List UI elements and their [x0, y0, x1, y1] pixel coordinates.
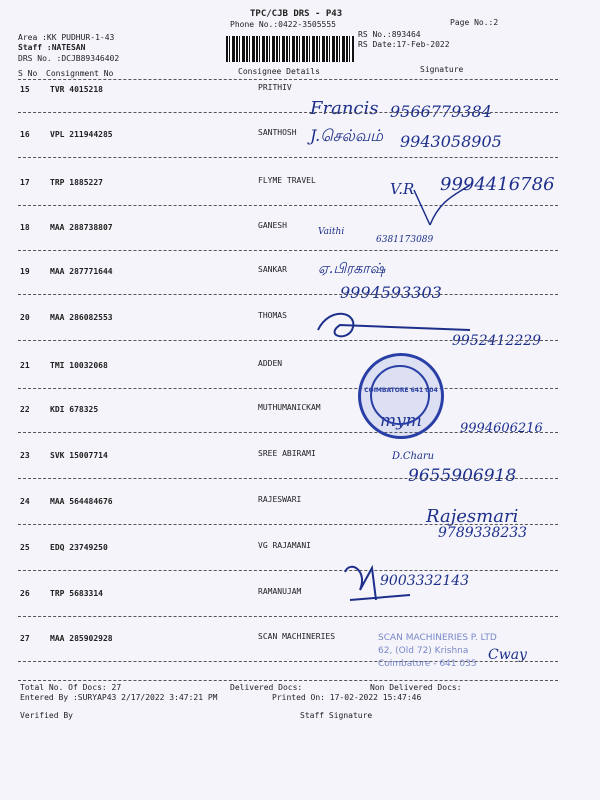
- row-phone-handwritten: 9003332143: [380, 573, 470, 589]
- row-signature: Rajesmari: [426, 506, 519, 527]
- row-sno: 27: [20, 634, 30, 643]
- row-signature: D.Charu: [392, 451, 435, 462]
- row-consignment-no: KDI 678325: [50, 405, 99, 414]
- row-phone-handwritten: 9952412229: [452, 333, 542, 349]
- row-sno: 24: [20, 497, 30, 506]
- staff-label: Staff :NATESAN: [18, 43, 86, 52]
- row-sno: 16: [20, 130, 30, 139]
- row-consignment-no: MAA 285902928: [50, 634, 113, 643]
- rs-date: RS Date:17-Feb-2022: [358, 40, 450, 49]
- row-consignee-name: THOMAS: [258, 311, 287, 320]
- row-consignment-no: TMI 10032068: [50, 361, 108, 370]
- row-sno: 21: [20, 361, 30, 370]
- row-consignee-name: VG RAJAMANI: [258, 541, 311, 550]
- row-phone-handwritten: 9566779384: [390, 102, 492, 121]
- row-consignee-name: RAMANUJAM: [258, 587, 302, 596]
- page-number: Page No.:2: [450, 18, 499, 27]
- rs-number: RS No.:893464: [358, 30, 421, 39]
- row-sno: 17: [20, 178, 30, 187]
- row-signature: Vaithi: [318, 227, 345, 237]
- row-consignee-name: FLYME TRAVEL: [258, 176, 316, 185]
- row-signature: ஏ.பிரகாஷ்: [318, 261, 386, 277]
- row-consignment-no: EDQ 23749250: [50, 543, 108, 552]
- row-consignee-name: ADDEN: [258, 359, 283, 368]
- document-title: TPC/CJB DRS - P43: [250, 9, 343, 19]
- col-consignment: Consignment No: [46, 69, 114, 78]
- company-stamp-line2: 62, (Old 72) Krishna: [378, 646, 469, 656]
- row-consignee-name: SCAN MACHINERIES: [258, 632, 336, 641]
- row-sno: 26: [20, 589, 30, 598]
- row-phone-handwritten: 9655906918: [408, 466, 517, 486]
- col-consignee: Consignee Details: [238, 67, 320, 76]
- non-delivered-docs: Non Delivered Docs:: [370, 683, 462, 692]
- company-stamp-line1: SCAN MACHINERIES P. LTD: [378, 633, 497, 643]
- row-consignee-name: RAJESWARI: [258, 495, 302, 504]
- phone-number: Phone No.:0422-3505555: [230, 20, 336, 29]
- row-consignee-name: SREE ABIRAMI: [258, 449, 316, 458]
- row-sno: 25: [20, 543, 30, 552]
- row-phone-handwritten: 9994416786: [440, 174, 555, 195]
- row-sno: 22: [20, 405, 30, 414]
- row-phone-handwritten: 6381173089: [376, 235, 434, 245]
- row-sno: 20: [20, 313, 30, 322]
- row-phone-handwritten: 9994593303: [340, 283, 442, 302]
- row-consignment-no: TVR 4015218: [50, 85, 103, 94]
- row-consignment-no: MAA 288738807: [50, 223, 113, 232]
- row-consignee-name: GANESH: [258, 221, 287, 230]
- row-consignment-no: MAA 564484676: [50, 497, 113, 506]
- row-sno: 15: [20, 85, 30, 94]
- row-consignment-no: MAA 287771644: [50, 267, 113, 276]
- delivered-docs: Delivered Docs:: [230, 683, 303, 692]
- row-consignment-no: MAA 286082553: [50, 313, 113, 322]
- row-consignee-name: MUTHUMANICKAM: [258, 403, 321, 412]
- verified-by: Verified By: [20, 711, 73, 720]
- row-phone-handwritten: 9789338233: [438, 525, 528, 541]
- row-consignment-no: TRP 5683314: [50, 589, 103, 598]
- row-sno: 23: [20, 451, 30, 460]
- row-phone-handwritten: 9994606216: [460, 421, 543, 436]
- col-sno: S No: [18, 69, 38, 78]
- drs-number: DRS No. :DCJB89346402: [18, 54, 120, 63]
- row-consignee-name: SANKAR: [258, 265, 287, 274]
- row-sno: 19: [20, 267, 30, 276]
- entered-by: Entered By :SURYAP43 2/17/2022 3:47:21 PM: [20, 693, 218, 702]
- row-signature: V.R: [390, 180, 415, 198]
- staff-signature: Staff Signature: [300, 711, 373, 720]
- col-signature: Signature: [420, 65, 464, 74]
- row-consignment-no: SVK 15007714: [50, 451, 108, 460]
- total-docs: Total No. Of Docs: 27: [20, 683, 122, 692]
- row-phone-handwritten: 9943058905: [400, 132, 502, 151]
- seal-center-text: COIMBATORE 641 004: [364, 387, 438, 394]
- company-stamp-line3: Coimbatore - 641 035: [378, 659, 477, 669]
- row-signature: Cway: [488, 647, 527, 663]
- row-consignment-no: TRP 1885227: [50, 178, 103, 187]
- row-consignment-no: VPL 211944285: [50, 130, 113, 139]
- row-consignee-name: SANTHOSH: [258, 128, 297, 137]
- row-signature: J.செல்வம்: [310, 126, 384, 145]
- row-signature: mym: [380, 411, 422, 431]
- area-label: Area :KK PUDHUR-1-43: [18, 33, 115, 42]
- row-sno: 18: [20, 223, 30, 232]
- printed-on: Printed On: 17-02-2022 15:47:46: [272, 693, 422, 702]
- row-consignee-name: PRITHIV: [258, 83, 292, 92]
- row-signature: Francis: [310, 98, 379, 119]
